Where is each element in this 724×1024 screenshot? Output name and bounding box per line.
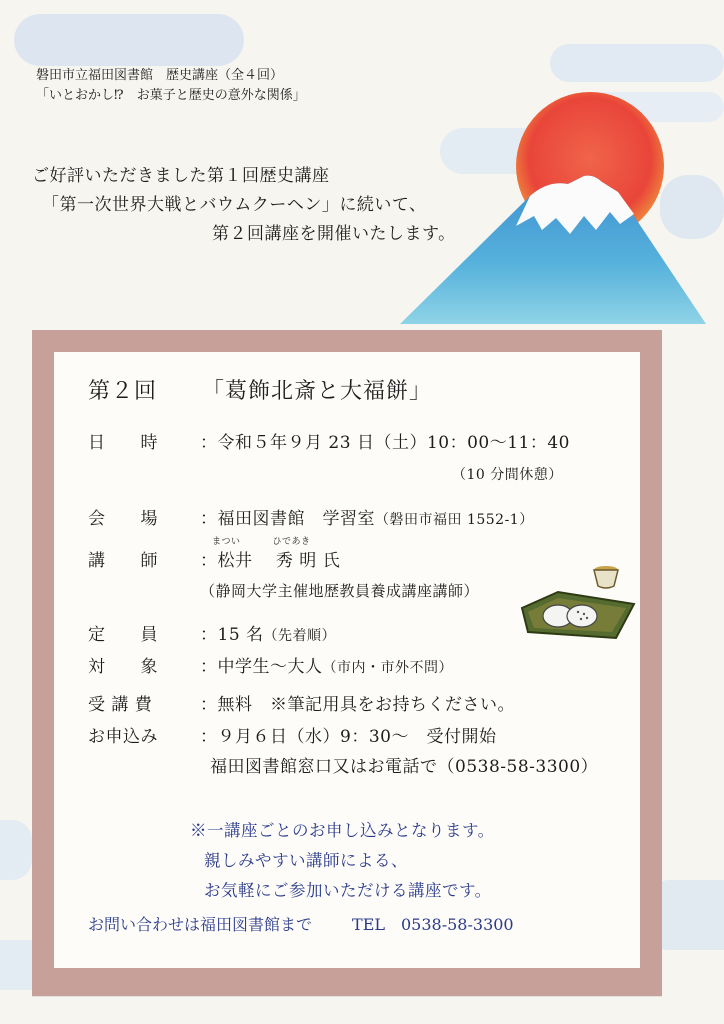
venue-value: [200, 504, 534, 529]
notice-text: [190, 816, 495, 906]
intro-line: 第２回講座を開催いたします。: [212, 224, 456, 244]
lecturer-affiliation: （静岡大学主催地歴教員養成講座講師）: [200, 582, 480, 600]
daifuku-illustration: [518, 556, 638, 646]
series-header: [36, 66, 306, 106]
fee-label: 受 講 費: [88, 695, 153, 715]
ruby-given: ひであき: [272, 537, 311, 547]
lecturer-label: 講 師: [88, 551, 158, 571]
venue-name: ：福田図書館 学習室: [200, 509, 375, 529]
target-note: （市内・市外不問）: [322, 660, 453, 676]
series-title: 磐田市立福田図書館 歴史講座（全４回）: [36, 68, 284, 83]
capacity-note: （先着順）: [263, 628, 337, 644]
intro-text: [32, 162, 456, 249]
apply-method: 福田図書館窓口又はお電話で（0538-58-3300）: [210, 757, 599, 777]
cloud-decoration: [0, 820, 32, 880]
apply-value: ：９月６日（水）9：30～ 受付開始: [200, 727, 497, 747]
cloud-decoration: [14, 14, 244, 66]
notice-line: 親しみやすい講師による、: [204, 851, 408, 870]
notice-line: ※一講座ごとのお申し込みとなります。: [190, 821, 495, 840]
capacity-label: 定 員: [88, 625, 158, 645]
apply-label: お申込み: [88, 727, 158, 747]
target-value: [200, 652, 453, 677]
intro-line: 「第一次世界大戦とバウムクーヘン」に続いて、: [42, 195, 427, 215]
datetime-label: 日 時: [88, 433, 158, 453]
capacity-number: ：15 名: [200, 625, 264, 645]
target-audience: ：中学生～大人: [200, 657, 323, 677]
tea-cup: [594, 570, 618, 588]
contact-text: お問い合わせは福田図書館まで: [88, 915, 313, 934]
ruby-family: まつい: [212, 537, 241, 547]
contact-info: [88, 912, 514, 935]
intro-line: ご好評いただきました第１回歴史講座: [32, 166, 330, 186]
target-label: 対 象: [88, 657, 158, 677]
lecturer-name: ：松井 秀 明 氏: [200, 551, 341, 571]
daifuku-right: [567, 605, 597, 627]
cloud-decoration: [550, 44, 724, 82]
contact-tel: TEL 0538-58-3300: [352, 915, 514, 934]
venue-address: （磐田市福田 1552-1）: [375, 512, 534, 528]
break-note: （10 分間休憩）: [452, 467, 563, 483]
lecture-title: [88, 374, 432, 405]
venue-label: 会 場: [88, 509, 158, 529]
capacity-value: [200, 620, 336, 645]
notice-line: お気軽にご参加いただける講座です。: [204, 881, 492, 900]
datetime-value: ：令和５年９月 23 日（土）10：00～11：40: [200, 433, 570, 453]
lecture-number: 第２回: [88, 379, 158, 404]
fee-value: ：無料 ※筆記用具をお持ちください。: [200, 695, 515, 715]
series-subtitle: 「いとおかし⁉ お菓子と歴史の意外な関係」: [36, 88, 306, 103]
lecture-name: 「葛飾北斎と大福餅」: [202, 379, 433, 404]
